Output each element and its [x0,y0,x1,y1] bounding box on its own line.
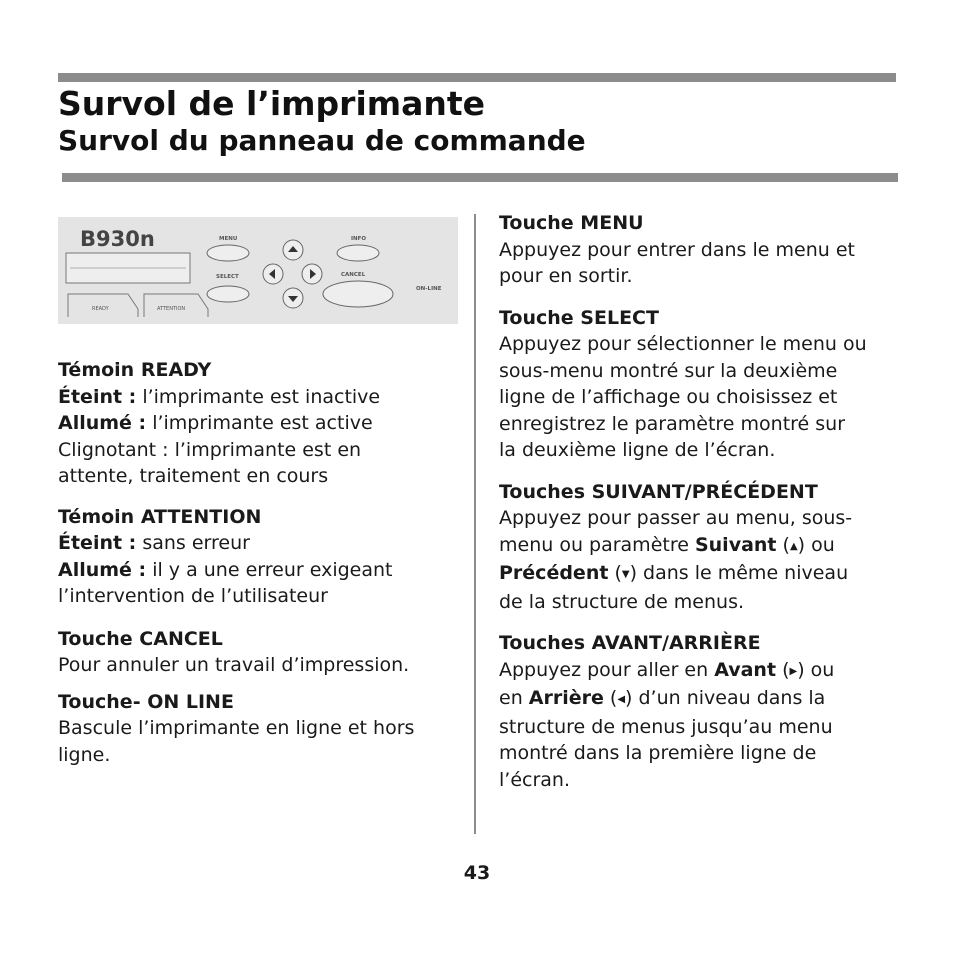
attention-off: Éteint : sans erreur [58,532,250,554]
control-panel-image [58,217,458,324]
fwdback-title: Touches AVANT/ARRIÈRE [499,632,761,654]
menu-section: Touche MENU Appuyez pour entrer dans le menu et pour en sortir. [499,210,899,290]
info-button [337,245,379,261]
cancel-button [323,281,393,307]
page-subtitle: Survol du panneau de commande [58,124,586,157]
svg-text:READY: READY [92,306,109,312]
left-column [58,357,458,776]
select-button [207,286,249,302]
right-arrow-icon: ▶ [789,665,798,677]
ready-blink: Clignotant : l’imprimante est en [58,438,362,461]
online-title: Touche- ON LINE [58,690,234,713]
down-arrow-icon: ▼ [621,569,630,580]
model-label: B930n [80,227,155,251]
select-title: Touche SELECT [499,306,659,329]
nav-title: Touches SUIVANT/PRÉCÉDENT [499,480,818,503]
attention-on: Allumé : il y a une erreur exigeant [58,558,393,581]
menu-title: Touche MENU [499,212,644,234]
svg-text:CANCEL: CANCEL [341,272,366,278]
top-rule [58,73,896,82]
right-column [499,210,899,801]
attention-title: Témoin ATTENTION [58,505,262,528]
cancel-title: Touche CANCEL [58,627,223,650]
ready-section: Témoin READY Éteint : l’imprimante est inactive Allumé : l’imprimante est active Clignotant : l’imprimante est en attente, traitement en cours [58,357,458,490]
column-divider [474,214,476,834]
svg-text:ATTENTION: ATTENTION [157,306,186,312]
online-section: Touche- ON LINE Bascule l’imprimante en ligne et hors ligne. [58,689,458,769]
svg-text:ON-LINE: ON-LINE [416,286,442,292]
ready-off: Éteint : l’imprimante est inactive [58,385,381,408]
attention-section: Témoin ATTENTION Éteint : sans erreur Allumé : il y a une erreur exigeant l’intervention de l’utilisateur [58,504,458,610]
nav-section: Touches SUIVANT/PRÉCÉDENT Appuyez pour passer au menu, sous- menu ou paramètre Suivant (▲) ou Précédent (▼) dans le même niveau de la structure de menus. [499,479,899,616]
svg-text:MENU: MENU [219,236,238,242]
left-arrow-icon: ◀ [617,694,626,705]
page-number: 43 [463,862,491,884]
ready-on: Allumé : l’imprimante est active [58,412,373,434]
ready-title: Témoin READY [58,359,212,381]
cancel-section: Touche CANCEL Pour annuler un travail d’impression. [58,626,458,679]
menu-button [207,245,249,261]
header-rule [62,173,898,182]
svg-text:INFO: INFO [351,236,367,242]
select-section: Touche SELECT Appuyez pour sélectionner le menu ou sous-menu montré sur la deuxième ligne de l’affichage ou choisissez et enregistrez le paramètre montré sur la deuxième ligne de l’écran. [499,305,899,464]
fwdback-section: Touches AVANT/ARRIÈRE Appuyez pour aller en Avant (▶) ou en Arrière (◀) d’un niveau dans la structure de menus jusqu’au menu montré dans la première ligne de l’écran. [499,630,899,793]
svg-text:SELECT: SELECT [216,274,239,280]
page-title: Survol de l’imprimante [58,84,486,123]
up-arrow-icon: ▲ [789,540,798,552]
